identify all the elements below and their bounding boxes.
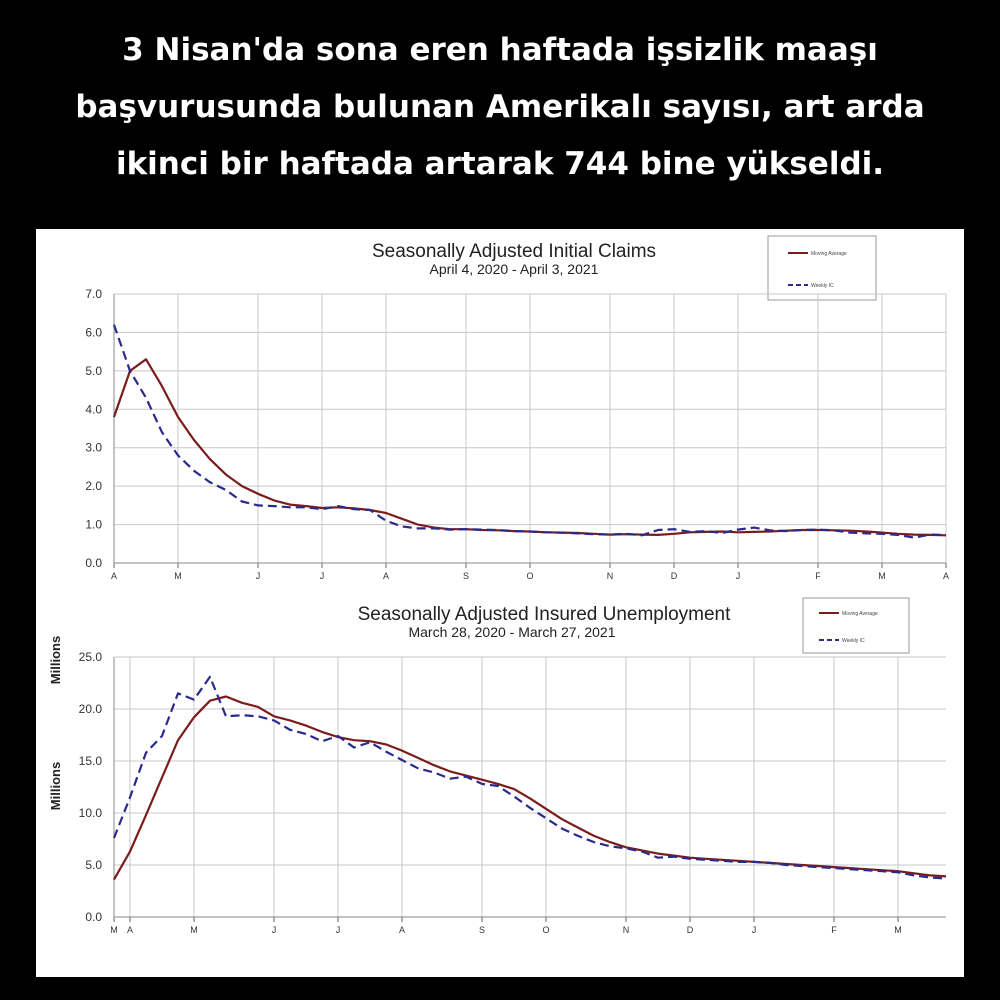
chart-1-legend-box — [768, 236, 876, 300]
chart-1-xtick-label: A — [942, 571, 950, 581]
chart-1-ytick-label: 5.0 — [85, 363, 102, 378]
chart-1-ytick-label: 6.0 — [85, 325, 102, 340]
chart-2-xtick-label: S — [478, 925, 486, 935]
chart-1-ytick-label: 3.0 — [85, 440, 102, 455]
chart-2-title: Seasonally Adjusted Insured Unemployment — [357, 604, 731, 625]
chart-1-xtick-label: J — [735, 571, 741, 581]
chart-1-ytick-label: 0.0 — [85, 556, 102, 570]
chart-1-xtick-label: D — [670, 571, 678, 581]
chart-2-legend — [803, 598, 909, 653]
chart-1-xtick-label: A — [382, 571, 390, 581]
chart-1-xtick-label: M — [878, 571, 886, 581]
charts-svg — [36, 229, 964, 977]
chart-1-xtick-label: F — [815, 571, 821, 581]
chart-1-xtick-label: J — [319, 571, 325, 581]
chart-1-legend-ma-label: Moving Average — [811, 251, 847, 257]
chart-2-ytick-label: 20.0 — [78, 702, 102, 716]
chart-2-legend-ma-label: Moving Average — [842, 611, 878, 617]
chart-2-xtick-label: A — [398, 925, 406, 935]
chart-2-xtick-label: M — [894, 925, 902, 935]
headline-line-1: 3 Nisan'da sona eren haftada işsizlik maaşı — [122, 32, 878, 68]
chart-panel — [36, 229, 964, 977]
chart-2-ytick-label: 5.0 — [85, 858, 102, 872]
chart-2-xtick-label: D — [686, 925, 694, 935]
chart-2-series-moving-average — [114, 697, 946, 880]
chart-1-xtick-label: J — [255, 571, 261, 581]
chart-2-ytick-label: 10.0 — [78, 806, 102, 820]
chart-2-xtick-label: J — [271, 925, 277, 935]
chart-2-xtick-label: F — [831, 925, 837, 935]
chart-1-legend — [768, 236, 876, 300]
chart-2-plot — [79, 650, 946, 935]
chart-2-ytick-label: 25.0 — [78, 650, 102, 664]
chart-1-legend-weekly-label: Weekly IC — [811, 283, 834, 289]
chart-1-title: Seasonally Adjusted Initial Claims — [371, 241, 657, 262]
chart-1-ytick-label: 2.0 — [85, 479, 102, 494]
chart-2-xtick-label: J — [751, 925, 757, 935]
chart-2-subtitle: March 28, 2020 - March 27, 2021 — [408, 624, 616, 640]
chart-1-subtitle: April 4, 2020 - April 3, 2021 — [429, 261, 599, 277]
chart-2-legend-weekly-label: Weekly IC — [842, 638, 865, 644]
headline-line-2: başvurusunda bulunan Amerikalı sayısı, art arda — [75, 89, 925, 125]
headline-line-3: ikinci bir haftada artarak 744 bine yükseldi. — [115, 146, 885, 182]
chart-2-xtick-label: M — [110, 925, 118, 935]
chart-2-ytick-label: 15.0 — [78, 754, 102, 768]
headline — [0, 22, 1000, 193]
chart-2-xtick-label: A — [126, 925, 134, 935]
chart-2-xtick-label: N — [622, 925, 630, 935]
chart-2-xtick-label: M — [190, 925, 198, 935]
chart-1-xtick-label: S — [462, 571, 470, 581]
chart-1-xtick-label: M — [174, 571, 182, 581]
chart-1-ytick-label: 1.0 — [85, 517, 102, 532]
chart-2-legend-box — [803, 598, 909, 653]
chart-2-ylabel: Millions — [48, 761, 63, 811]
chart-1-ylabel: Millions — [48, 635, 63, 685]
chart-2-xtick-label: J — [335, 925, 341, 935]
chart-1-xtick-label: O — [526, 571, 534, 581]
chart-1-xtick-label: A — [110, 571, 118, 581]
chart-1-ytick-label: 7.0 — [85, 287, 102, 301]
chart-2-xtick-label: O — [542, 925, 550, 935]
chart-2-ytick-label: 0.0 — [85, 910, 102, 924]
chart-1-ytick-label: 4.0 — [85, 402, 102, 417]
chart-2-series-weekly — [114, 677, 946, 879]
chart-1-plot — [85, 287, 949, 581]
chart-1-xtick-label: N — [606, 571, 614, 581]
